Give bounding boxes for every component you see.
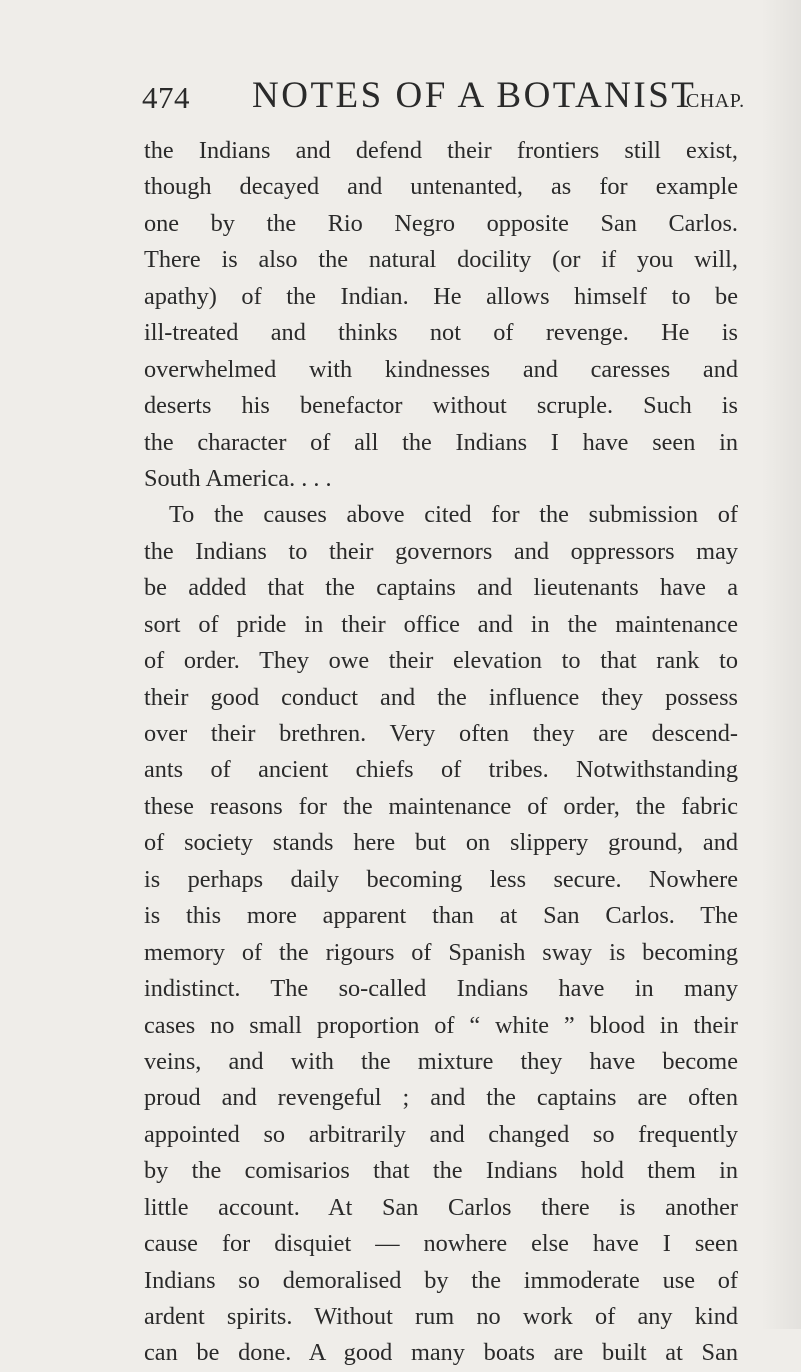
text-line: be added that the captains and lieutenants have a: [144, 574, 738, 602]
text-line: sort of pride in their office and in the maintenance: [144, 610, 738, 638]
text-line: though decayed and untenanted, as for example: [144, 173, 738, 201]
text-line: proud and revengeful ; and the captains are often: [144, 1084, 738, 1112]
text-line: is perhaps daily becoming less secure. Nowhere: [144, 865, 738, 893]
text-line: one by the Rio Negro opposite San Carlos.: [144, 209, 738, 237]
page-edge-shadow: [761, 0, 801, 1329]
text-line: these reasons for the maintenance of order, the fabric: [144, 792, 738, 820]
text-line: memory of the rigours of Spanish sway is becoming: [144, 938, 738, 966]
text-line: ardent spirits. Without rum no work of any kind: [144, 1303, 738, 1330]
text-line: of society stands here but on slippery ground, and: [144, 829, 738, 857]
text-line: of order. They owe their elevation to that rank to: [144, 647, 738, 675]
text-line: Indians so demoralised by the immoderate use of: [144, 1266, 738, 1294]
body-text: [144, 133, 738, 1372]
text-line: the character of all the Indians I have seen in: [144, 428, 738, 456]
chapter-label: CHAP.: [686, 90, 745, 112]
text-line: indistinct. The so-called Indians have in many: [144, 975, 738, 1003]
text-line: There is also the natural docility (or if you will,: [144, 246, 738, 274]
text-line: cause for disquiet — nowhere else have I seen: [144, 1230, 738, 1258]
text-line: by the comisarios that the Indians hold them in: [144, 1157, 738, 1185]
text-line: the Indians to their governors and oppressors may: [144, 537, 738, 565]
text-line: can be done. A good many boats are built at San: [144, 1339, 738, 1367]
text-line: the Indians and defend their frontiers still exist,: [144, 137, 738, 164]
running-header: [0, 66, 801, 116]
text-line: little account. At San Carlos there is another: [144, 1193, 738, 1221]
text-line: appointed so arbitrarily and changed so frequently: [144, 1120, 738, 1148]
text-line: deserts his benefactor without scruple. Such is: [144, 392, 738, 420]
text-line: their good conduct and the influence they possess: [144, 683, 738, 711]
paragraph-first-line: To the causes above cited for the submission of: [169, 501, 738, 529]
text-line: ants of ancient chiefs of tribes. Notwithstanding: [144, 756, 738, 784]
text-line: overwhelmed with kindnesses and caresses and: [144, 355, 738, 383]
paragraph-end-line: South America. . . .: [144, 464, 332, 492]
text-line: over their brethren. Very often they are descend-: [144, 720, 738, 747]
text-line: ill-treated and thinks not of revenge. He is: [144, 319, 738, 347]
page-number: 474: [142, 80, 190, 115]
text-line: cases no small proportion of “ white ” blood in their: [144, 1011, 738, 1039]
text-line: veins, and with the mixture they have become: [144, 1047, 738, 1075]
text-line: apathy) of the Indian. He allows himself to be: [144, 282, 738, 310]
text-line: is this more apparent than at San Carlos. The: [144, 902, 738, 930]
running-title: NOTES OF A BOTANIST: [252, 75, 697, 116]
